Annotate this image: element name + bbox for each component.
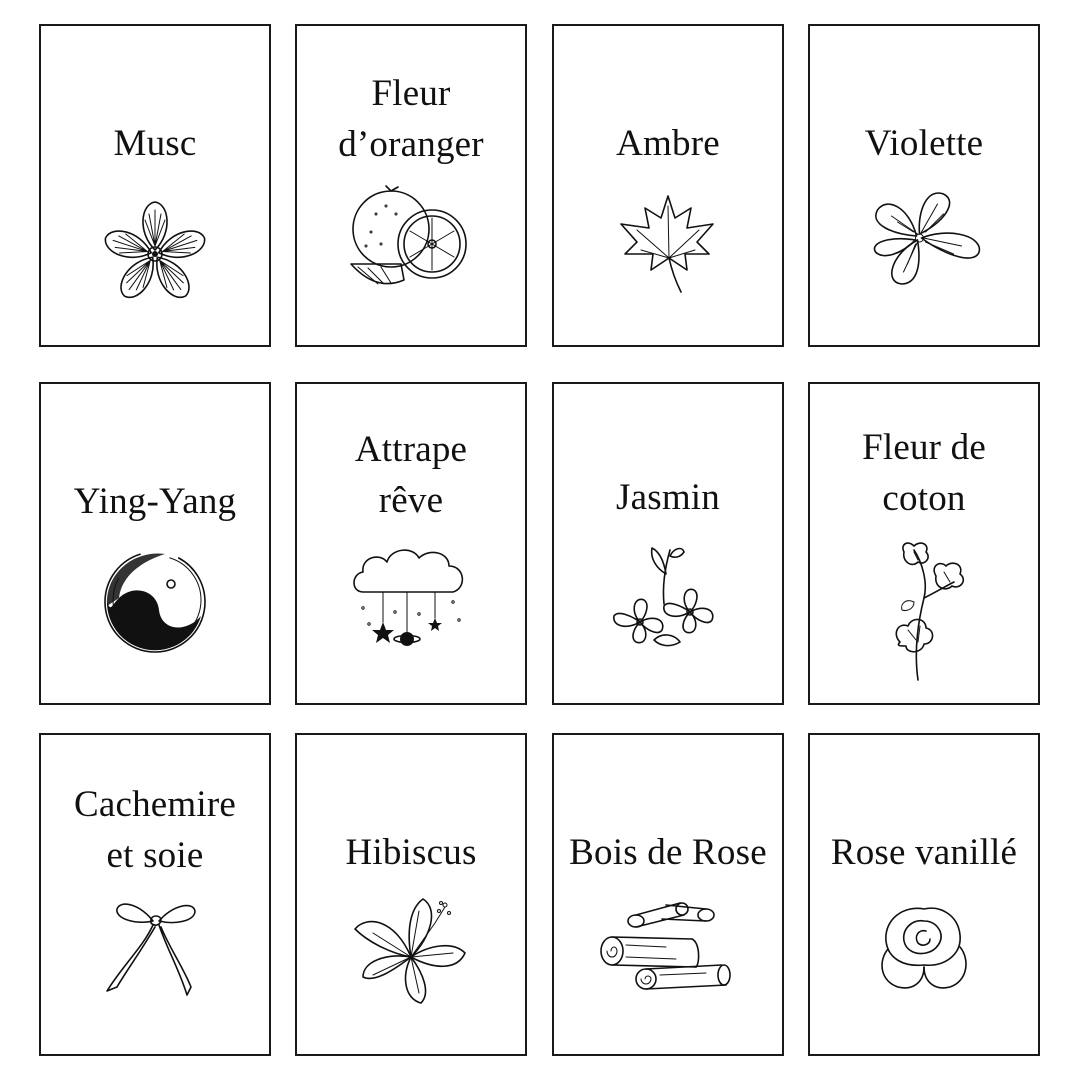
card-title: Violette: [864, 123, 984, 164]
yin-yang-icon: [99, 546, 211, 658]
card-title: Rose vanillé: [830, 832, 1018, 873]
violet-flower-icon: [862, 184, 987, 294]
card-fleur-de-coton[interactable]: [808, 382, 1040, 705]
card-title: Cachemire et soie: [73, 784, 237, 876]
card-hibiscus[interactable]: [295, 733, 527, 1056]
card-title: Attrape rêve: [354, 429, 468, 521]
card-title: Fleur de coton: [862, 427, 986, 519]
card-ying-yang[interactable]: [39, 382, 271, 705]
card-attrape-reve[interactable]: [295, 382, 527, 705]
card-rose-vanille[interactable]: [808, 733, 1040, 1056]
cotton-branch-icon: [874, 542, 974, 682]
card-ambre[interactable]: [552, 24, 784, 347]
card-musc[interactable]: [39, 24, 271, 347]
card-fleur-doranger[interactable]: [295, 24, 527, 347]
maple-leaf-icon: [613, 186, 723, 296]
wood-logs-icon: [596, 899, 740, 995]
hibiscus-flower-icon: [349, 893, 473, 1005]
card-jasmin[interactable]: [552, 382, 784, 705]
card-bois-de-rose[interactable]: [552, 733, 784, 1056]
ribbon-bow-icon: [103, 895, 207, 999]
orange-slices-icon: [346, 184, 476, 294]
jasmine-flowers-icon: [600, 544, 736, 656]
card-title: Ying-Yang: [73, 481, 237, 522]
card-title: Fleur d’oranger: [338, 73, 484, 165]
flower-icon: [95, 194, 215, 314]
card-title: Hibiscus: [345, 832, 477, 873]
card-title: Bois de Rose: [569, 832, 767, 873]
card-cachemire-et-soie[interactable]: [39, 733, 271, 1056]
rose-icon: [874, 901, 974, 993]
card-violette[interactable]: [808, 24, 1040, 347]
card-title: Jasmin: [616, 477, 720, 518]
card-title: Musc: [113, 123, 197, 164]
dreamcatcher-cloud-icon: [349, 542, 473, 654]
card-title: Ambre: [616, 123, 720, 164]
